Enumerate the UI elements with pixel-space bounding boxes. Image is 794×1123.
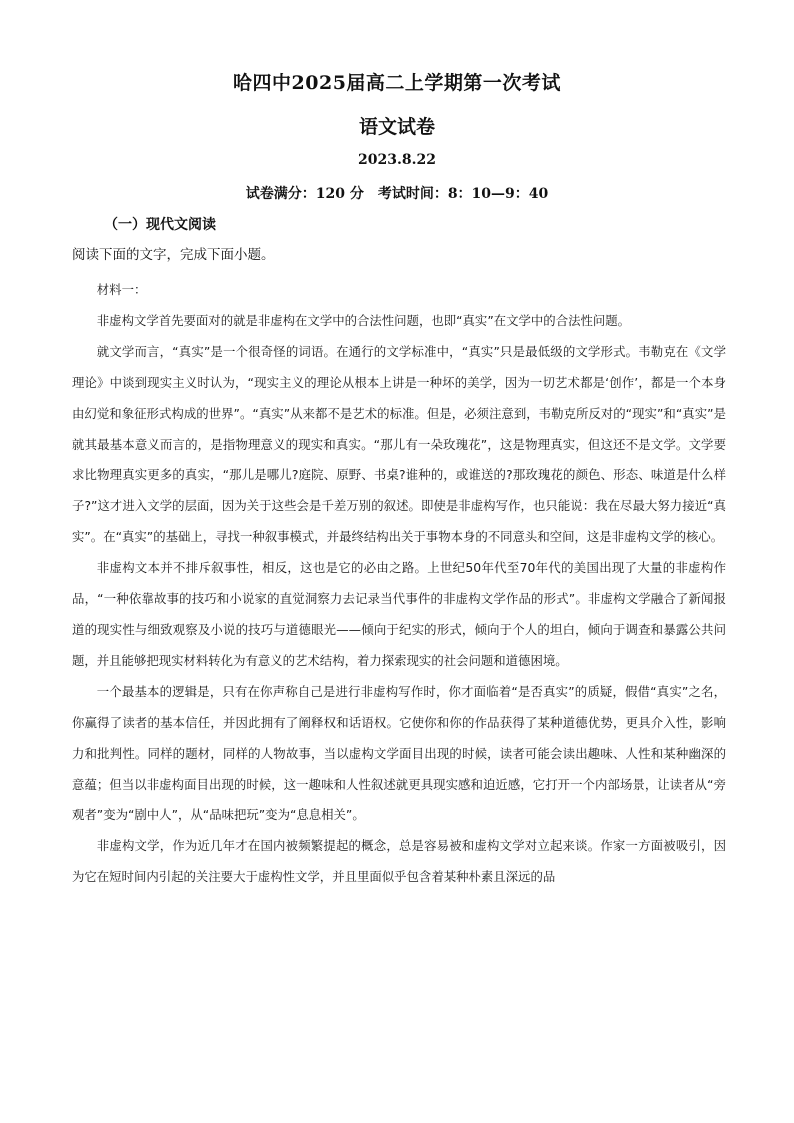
exam-date: 2023.8.22 [358,152,436,168]
exam-subtitle: 语文试卷 [358,116,435,138]
passage-paragraph: 非虚构文本并不排斥叙事性，相反，这也是它的必由之路。上世纪50年代至70年代的美国出现了大量的非虚构作品，“一种依靠故事的技巧和小说家的直觉洞察力去记录当代事件的非虚构文学作品的形式”。非虚构文学融合了新闻报道的现实性与细致观察及小说的技巧与道德眼光——倾向于纪实的形式，倾向于个人的坦白，倾向于调查和暴露公共问题，并且能够把现实材料转化为有意义的艺术结构，着力探索现实的社会问题和道德困境。 [72,560,726,668]
passage-paragraph: 非虚构文学首先要面对的就是非虚构在文学中的合法性问题，也即“真实”在文学中的合法性问题。 [96,312,631,328]
passage-paragraph: 非虚构文学，作为近几年才在国内被频繁提起的概念，总是容易被和虚构文学对立起来谈。作家一方面被吸引，因为它在短时间内引起的关注要大于虚构性文学，并且里面似乎包含着某种朴素且深远的品 [72,838,726,885]
passage-paragraph: 一个最基本的逻辑是，只有在你声称自己是进行非虚构写作时，你才面临着“是否真实”的质疑，假借“真实”之名，你赢得了读者的基本信任，并因此拥有了阐释权和话语权。它使你和你的作品获得了某种道德优势，更具介入性，影响力和批判性。同样的题材，同样的人物故事，当以虚构文学面目出现的时候，读者可能会读出趣味、人性和某种幽深的意蕴；但当以非虚构面目出现的时候，这一趣味和人性叙述就更具现实感和迫近感，它打开一个内部场景，让读者从“旁观者”变为“剧中人”，从“品味把玩”变为“息息相关”。 [72,683,726,823]
reading-passage [72,275,726,893]
exam-info: 试卷满分：120 分 考试时间：8：10—9：40 [245,186,549,202]
passage-paragraph: 就文学而言，“真实”是一个很奇怪的词语。在通行的文学标准中，“真实”只是最低级的文学形式。韦勒克在《文学理论》中谈到现实主义时认为，“现实主义的理论从根本上讲是一种坏的美学，因为一切艺术都是‘创作’，都是一个本身由幻觉和象征形式构成的世界”。“真实”从来都不是艺术的标准。但是，必须注意到，韦勒克所反对的“现实”和“真实”是就其最基本意义而言的，是指物理意义的现实和真实。“那儿有一朵玫瑰花”，这是物理真实，但这还不是文学。文学要求比物理真实更多的真实，“那儿是哪儿?庭院、原野、书桌?谁种的，或谁送的?那玫瑰花的颜色、形态、味道是什么样子?”这才进入文学的层面，因为关于这些会是千差万别的叙述。即使是非虚构写作，也只能说：我在尽最大努力接近“真实”。在“真实”的基础上，寻找一种叙事模式，并最终结构出关于事物本身的不同意头和空间，这是非虚构文学的核心。 [72,343,726,545]
material-label: 材料一： [96,282,147,297]
section-title: （一）现代文阅读 [104,217,216,233]
reading-instruction: 阅读下面的文字，完成下面小题。 [72,247,275,263]
exam-title: 哈四中2025届高二上学期第一次考试 [233,72,561,94]
